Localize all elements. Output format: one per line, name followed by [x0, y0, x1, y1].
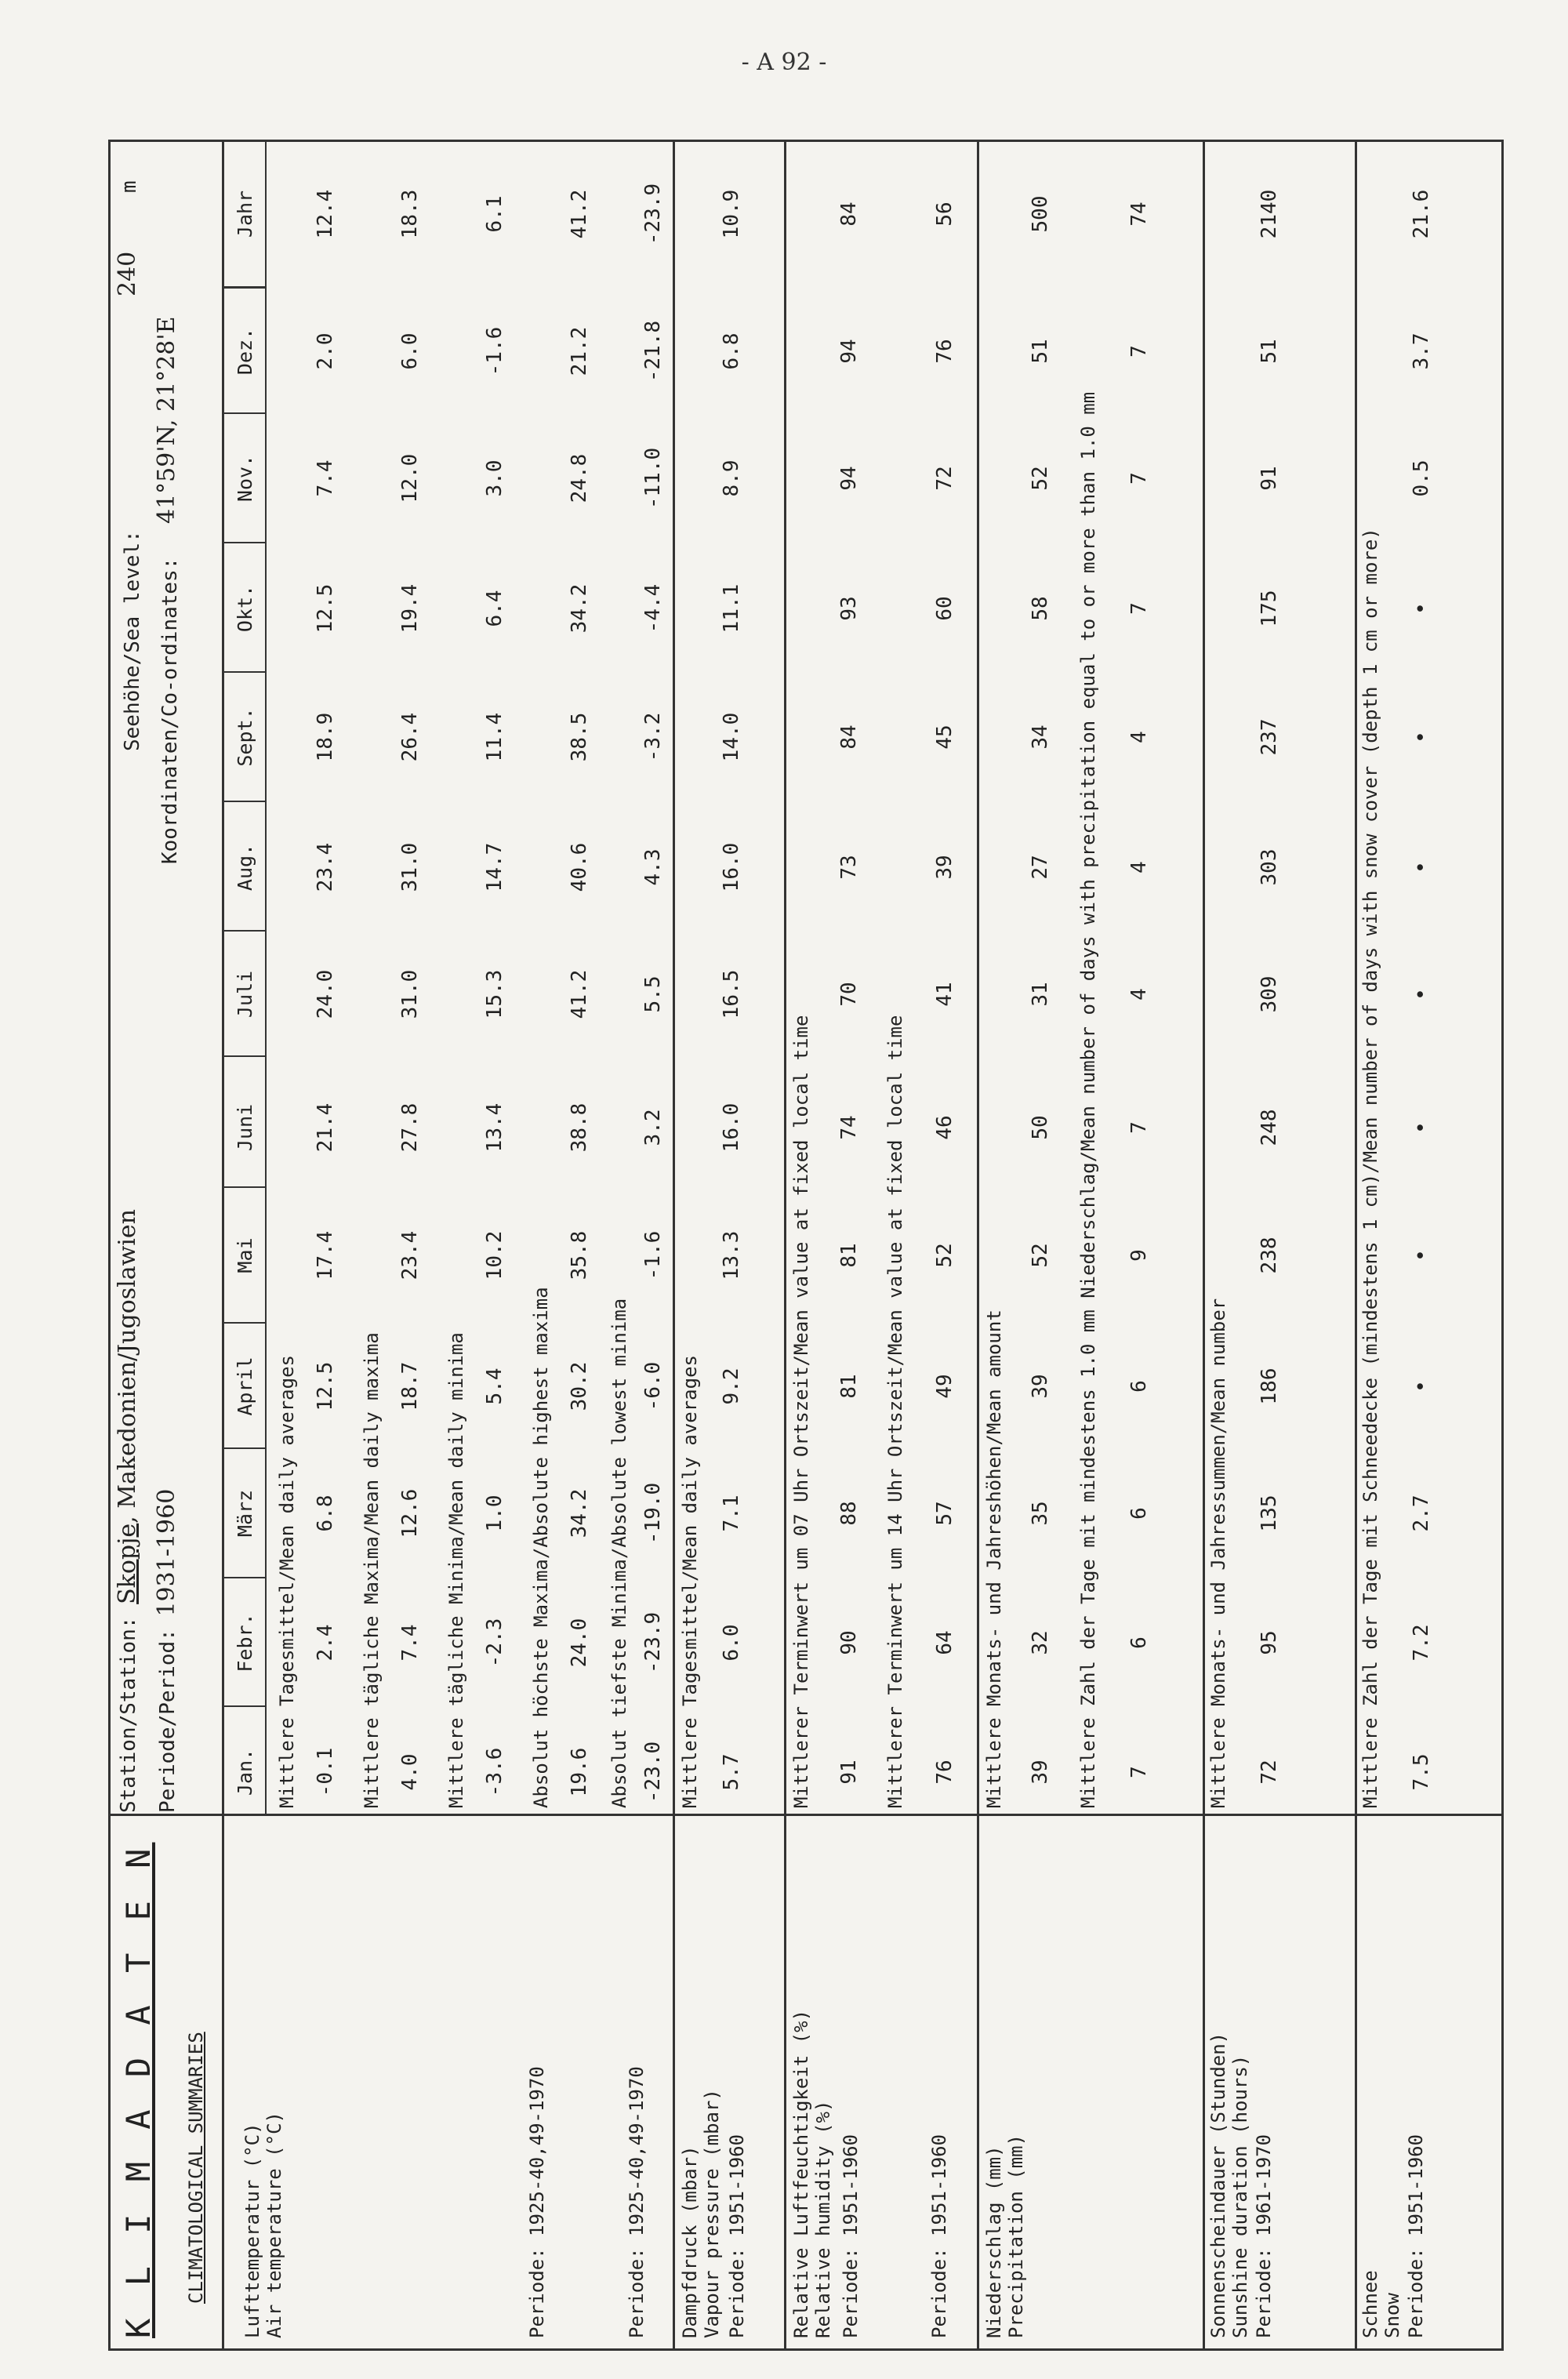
humidity-07-row-cell: 74 [837, 1115, 861, 1140]
sunshine-row-cell: 248 [1258, 1109, 1281, 1146]
temp-min-row-cell: 10.2 [483, 1230, 506, 1280]
temp-min-row-cell: -2.3 [483, 1618, 506, 1668]
temp-max-row-cell: 12.6 [398, 1488, 422, 1538]
snow-row-cell: • [1410, 988, 1433, 1001]
temp-absmax-row-cell: 40.6 [568, 842, 591, 892]
temp-max-row-cell: 27.8 [398, 1102, 422, 1153]
precip-days-row-cell: 7 [1127, 1121, 1151, 1134]
precip-amount-row-cell: 35 [1029, 1501, 1052, 1526]
sunshine-row-cell: 186 [1258, 1367, 1281, 1405]
humidity-14-row-cell: 41 [933, 982, 956, 1007]
precip-days-row-cell: 9 [1127, 1249, 1151, 1262]
temp-absmin-row-cell: -11.0 [641, 447, 665, 510]
humidity-07-row-cell: 84 [837, 725, 861, 750]
temp-absmax-row-cell: 38.5 [568, 712, 591, 762]
temp-absmax-row-cell: 24.8 [568, 453, 591, 503]
precip-days-row-cell: 6 [1127, 1636, 1151, 1649]
humidity-label: Relative Luftfeuchtigkeit (%) [790, 2009, 812, 2338]
vapour-row-cell: 16.0 [720, 1102, 743, 1153]
sunshine-row-cell: 2140 [1258, 189, 1281, 239]
temp-min-row-cell: -3.6 [483, 1747, 506, 1797]
vapour-row-cell: 5.7 [720, 1753, 743, 1791]
humidity-14-row-cell: 56 [933, 202, 956, 227]
month-header: März [234, 1489, 256, 1538]
temp-min-row-cell: 15.3 [483, 969, 506, 1019]
temp-max-row-cell: 18.3 [398, 189, 422, 239]
temp-absmin-row-cell: -3.2 [641, 712, 665, 762]
snow-row-cell: 2.7 [1410, 1495, 1433, 1532]
temp-absmin-row-cell: -23.0 [641, 1741, 665, 1803]
station-region: , Makedonien/Jugoslawien [114, 1209, 141, 1524]
temp-mean-row-cell: 23.4 [314, 842, 337, 892]
month-header: Juli [234, 970, 256, 1019]
humidity-07-row-cell: 70 [837, 982, 861, 1007]
precip-days-row-cell: 74 [1127, 202, 1151, 227]
temp-min-row-cell: 11.4 [483, 712, 506, 762]
caption-precip-amount: Mittlere Monats- und Jahreshöhen/Mean amount [983, 1309, 1005, 1808]
precip-amount-row-cell: 39 [1029, 1760, 1052, 1785]
caption-mean-max: Mittlere tägliche Maxima/Mean daily maxima [361, 1332, 383, 1808]
vapour-row-cell: 11.1 [720, 583, 743, 634]
temp-absmin-row-cell: -21.8 [641, 320, 665, 383]
humidity-07-row-cell: 81 [837, 1374, 861, 1399]
sunshine-row-cell: 135 [1258, 1495, 1281, 1532]
temp-min-row-cell: 3.0 [483, 459, 506, 497]
temp-max-row-cell: 18.7 [398, 1361, 422, 1411]
temp-absmin-row-cell: 4.3 [641, 848, 665, 886]
snow-row-cell: 21.6 [1410, 189, 1433, 239]
caption-abs-max: Absolut höchste Maxima/Absolute highest maxima [530, 1287, 552, 1808]
temp-max-row-cell: 31.0 [398, 842, 422, 892]
month-header: Aug. [234, 843, 256, 892]
caption-precip-days: Mittlere Zahl der Tage mit mindestens 1.0 mm Niederschlag/Mean number of days with precipitation equal to or more than 1.0 mm [1077, 391, 1099, 1808]
temp-absmax-row-cell: 35.8 [568, 1230, 591, 1280]
temp-absmax-row-cell: 41.2 [568, 189, 591, 239]
vapour-row-cell: 14.0 [720, 712, 743, 762]
humidity-14-row-cell: 76 [933, 339, 956, 364]
temp-mean-row-cell: 21.4 [314, 1102, 337, 1153]
period-value: 1931-1960 [153, 1488, 180, 1617]
temp-max-row-cell: 12.0 [398, 453, 422, 503]
temp-min-row-cell: 1.0 [483, 1495, 506, 1532]
period-line [155, 1489, 179, 1813]
precip-amount-row-cell: 34 [1029, 725, 1052, 750]
temp-absmin-row-cell: -19.0 [641, 1482, 665, 1545]
humidity-07-row-cell: 90 [837, 1630, 861, 1655]
coords-value: 41°59'N, 21°28'E [153, 316, 180, 524]
temp-mean-row-cell: 6.8 [314, 1495, 337, 1532]
temp-mean-row-cell: 17.4 [314, 1230, 337, 1280]
temp-absmax-row-cell: 38.8 [568, 1102, 591, 1153]
snow-row-cell: • [1410, 1249, 1433, 1262]
temp-mean-row-cell: 2.4 [314, 1624, 337, 1662]
temp-mean-row-cell: 12.5 [314, 583, 337, 634]
temp-absmax-row-cell: 21.2 [568, 326, 591, 376]
precip-amount-row-cell: 31 [1029, 982, 1052, 1007]
vapour-row-cell: 16.5 [720, 969, 743, 1019]
temp-max-row-cell: 26.4 [398, 712, 422, 762]
month-header: Jahr [234, 190, 256, 238]
sunshine-row-cell: 72 [1258, 1760, 1281, 1785]
caption-abs-min: Absolut tiefste Minima/Absolute lowest minima [608, 1298, 630, 1808]
snow-period: Periode: 1951-1960 [1405, 2134, 1427, 2338]
humidity-07-row-cell: 84 [837, 202, 861, 227]
station-line [116, 1209, 140, 1813]
vapour-row-cell: 13.3 [720, 1230, 743, 1280]
caption-mean-min: Mittlere tägliche Minima/Mean daily minima [445, 1332, 467, 1808]
temp-absmax-row-cell: 30.2 [568, 1361, 591, 1411]
precip-days-row-cell: 6 [1127, 1380, 1151, 1393]
humidity-label-en: Relative humidity (%) [812, 2100, 834, 2338]
precip-days-row-cell: 6 [1127, 1507, 1151, 1520]
humidity-14-row-cell: 57 [933, 1501, 956, 1526]
temp-min-row-cell: 5.4 [483, 1367, 506, 1405]
sunshine-row-cell: 237 [1258, 718, 1281, 756]
caption-vapour: Mittlere Tagesmittel/Mean daily averages [679, 1355, 701, 1808]
precip-days-row-cell: 4 [1127, 861, 1151, 874]
month-header: Nov. [234, 454, 256, 503]
sunshine-row-cell: 95 [1258, 1630, 1281, 1655]
month-header: Febr. [234, 1613, 256, 1673]
humidity-14-row-cell: 39 [933, 855, 956, 880]
precip-days-row-cell: 7 [1127, 345, 1151, 358]
temp-max-row-cell: 19.4 [398, 583, 422, 634]
precip-amount-row-cell: 500 [1029, 195, 1052, 233]
temp-max-row-cell: 7.4 [398, 1624, 422, 1662]
snow-row-cell: • [1410, 1121, 1433, 1134]
page-number: - A 92 - [741, 49, 827, 76]
humidity-14-row-cell: 45 [933, 725, 956, 750]
temperature-period-b: Periode: 1925-40,49-1970 [626, 2066, 648, 2338]
temp-max-row-cell: 4.0 [398, 1753, 422, 1791]
temp-absmin-row-cell: -4.4 [641, 583, 665, 634]
month-header: Dez. [234, 327, 256, 376]
humidity-14-row-cell: 76 [933, 1760, 956, 1785]
temperature-label: Lufttemperatur (°C) [241, 2123, 263, 2338]
snow-row-cell: 0.5 [1410, 459, 1433, 497]
humidity-14-row-cell: 46 [933, 1115, 956, 1140]
sunshine-period: Periode: 1961-1970 [1253, 2134, 1275, 2338]
sunshine-label: Sonnenscheindauer (Stunden) [1207, 2032, 1229, 2338]
sea-level-label: Seehöhe/Sea level: [121, 530, 144, 751]
subtitle: CLIMATOLOGICAL SUMMARIES [185, 2032, 207, 2304]
sunshine-row-cell: 91 [1258, 466, 1281, 491]
humidity-07-row-cell: 94 [837, 339, 861, 364]
precip-amount-row-cell: 52 [1029, 1243, 1052, 1268]
precipitation-label-en: Precipitation (mm) [1005, 2134, 1027, 2338]
temp-min-row-cell: 13.4 [483, 1102, 506, 1153]
temp-absmin-row-cell: -23.9 [641, 1611, 665, 1674]
temp-mean-row-cell: 7.4 [314, 459, 337, 497]
humidity-period-b: Periode: 1951-1960 [928, 2134, 950, 2338]
caption-mean-daily: Mittlere Tagesmittel/Mean daily averages [276, 1355, 298, 1808]
caption-sunshine: Mittlere Monats- und Jahressummen/Mean number [1207, 1298, 1229, 1808]
caption-humidity-07: Mittlerer Terminwert um 07 Uhr Ortszeit/Mean value at fixed local time [790, 1015, 812, 1808]
vapour-label-en: Vapour pressure (mbar) [701, 2089, 723, 2338]
sunshine-row-cell: 303 [1258, 848, 1281, 886]
caption-humidity-14: Mittlerer Terminwert um 14 Uhr Ortszeit/Mean value at fixed local time [884, 1015, 906, 1808]
precip-days-row-cell: 4 [1127, 988, 1151, 1001]
precip-amount-row-cell: 27 [1029, 855, 1052, 880]
temp-min-row-cell: 14.7 [483, 842, 506, 892]
snow-row-cell: • [1410, 731, 1433, 743]
sunshine-row-cell: 238 [1258, 1237, 1281, 1274]
precip-days-row-cell: 7 [1127, 1766, 1151, 1778]
temp-min-row-cell: -1.6 [483, 326, 506, 376]
precip-amount-row-cell: 52 [1029, 466, 1052, 491]
month-header: Mai [234, 1237, 256, 1273]
humidity-period-a: Periode: 1951-1960 [840, 2134, 862, 2338]
precip-days-row-cell: 7 [1127, 472, 1151, 485]
temp-absmax-row-cell: 19.6 [568, 1747, 591, 1797]
temp-absmin-row-cell: -23.9 [641, 183, 665, 245]
temp-absmin-row-cell: -6.0 [641, 1361, 665, 1411]
temperature-label-en: Air temperature (°C) [263, 2112, 285, 2338]
vapour-row-cell: 10.9 [720, 189, 743, 239]
humidity-14-row-cell: 72 [933, 466, 956, 491]
humidity-07-row-cell: 93 [837, 596, 861, 621]
temp-absmax-row-cell: 41.2 [568, 969, 591, 1019]
climate-table [108, 140, 1504, 2351]
temperature-period-a: Periode: 1925-40,49-1970 [526, 2066, 548, 2338]
precip-days-row-cell: 7 [1127, 602, 1151, 615]
precip-amount-row-cell: 50 [1029, 1115, 1052, 1140]
temp-absmin-row-cell: 5.5 [641, 975, 665, 1013]
vapour-label: Dampfdruck (mbar) [679, 2145, 701, 2338]
month-header: Okt. [234, 584, 256, 633]
sunshine-row-cell: 175 [1258, 590, 1281, 627]
vapour-row-cell: 9.2 [720, 1367, 743, 1405]
vapour-row-cell: 6.8 [720, 332, 743, 370]
precip-days-row-cell: 4 [1127, 731, 1151, 743]
period-label: Periode/Period: [156, 1629, 180, 1813]
snow-row-cell: 3.7 [1410, 332, 1433, 370]
precip-amount-row-cell: 51 [1029, 339, 1052, 364]
snow-row-cell: 7.2 [1410, 1624, 1433, 1662]
temp-max-row-cell: 31.0 [398, 969, 422, 1019]
humidity-07-row-cell: 88 [837, 1501, 861, 1526]
month-header: April [234, 1357, 256, 1416]
month-header: Jan. [234, 1748, 256, 1796]
temp-min-row-cell: 6.1 [483, 195, 506, 233]
humidity-14-row-cell: 52 [933, 1243, 956, 1268]
snow-label-en: Snow [1381, 2293, 1403, 2338]
temp-absmin-row-cell: 3.2 [641, 1109, 665, 1146]
vapour-period: Periode: 1951-1960 [726, 2134, 748, 2338]
station-label: Station/Station: [117, 1616, 140, 1813]
humidity-14-row-cell: 49 [933, 1374, 956, 1399]
temp-mean-row-cell: -0.1 [314, 1747, 337, 1797]
snow-label: Schnee [1359, 2270, 1381, 2338]
precipitation-label: Niederschlag (mm) [983, 2145, 1005, 2338]
sunshine-row-cell: 309 [1258, 975, 1281, 1013]
month-header: Juni [234, 1103, 256, 1152]
humidity-14-row-cell: 60 [933, 596, 956, 621]
temp-max-row-cell: 6.0 [398, 332, 422, 370]
snow-row-cell: • [1410, 602, 1433, 615]
snow-row-cell: • [1410, 861, 1433, 874]
sunshine-label-en: Sunshine duration (hours) [1229, 2054, 1251, 2338]
temp-mean-row-cell: 18.9 [314, 712, 337, 762]
month-header: Sept. [234, 707, 256, 767]
humidity-07-row-cell: 94 [837, 466, 861, 491]
sea-level-unit: m [118, 180, 141, 193]
vapour-row-cell: 16.0 [720, 842, 743, 892]
coords-label: Koordinaten/Co-ordinates: [158, 557, 182, 864]
vapour-row-cell: 8.9 [720, 459, 743, 497]
temp-absmax-row-cell: 34.2 [568, 1488, 591, 1538]
vapour-row-cell: 7.1 [720, 1495, 743, 1532]
temp-absmin-row-cell: -1.6 [641, 1230, 665, 1280]
precip-amount-row-cell: 39 [1029, 1374, 1052, 1399]
humidity-07-row-cell: 81 [837, 1243, 861, 1268]
temp-mean-row-cell: 24.0 [314, 969, 337, 1019]
temp-mean-row-cell: 12.5 [314, 1361, 337, 1411]
temp-absmax-row-cell: 34.2 [568, 583, 591, 634]
sea-level-value: 240 [114, 251, 141, 296]
snow-row-cell: • [1410, 1380, 1433, 1393]
station-name: Skopje [114, 1523, 141, 1604]
temp-mean-row-cell: 12.4 [314, 189, 337, 239]
temp-min-row-cell: 6.4 [483, 590, 506, 627]
temp-max-row-cell: 23.4 [398, 1230, 422, 1280]
precip-amount-row-cell: 58 [1029, 596, 1052, 621]
main-title: K L I M A D A T E N [119, 1842, 158, 2338]
caption-snow: Mittlere Zahl der Tage mit Schneedecke (mindestens 1 cm)/Mean number of days with snow cover (depth 1 cm or more) [1359, 528, 1381, 1808]
humidity-07-row-cell: 91 [837, 1760, 861, 1785]
vapour-row-cell: 6.0 [720, 1624, 743, 1662]
humidity-07-row-cell: 73 [837, 855, 861, 880]
snow-row-cell: 7.5 [1410, 1753, 1433, 1791]
temp-mean-row-cell: 2.0 [314, 332, 337, 370]
temp-absmax-row-cell: 24.0 [568, 1618, 591, 1668]
precip-amount-row-cell: 32 [1029, 1630, 1052, 1655]
humidity-14-row-cell: 64 [933, 1630, 956, 1655]
sunshine-row-cell: 51 [1258, 339, 1281, 364]
